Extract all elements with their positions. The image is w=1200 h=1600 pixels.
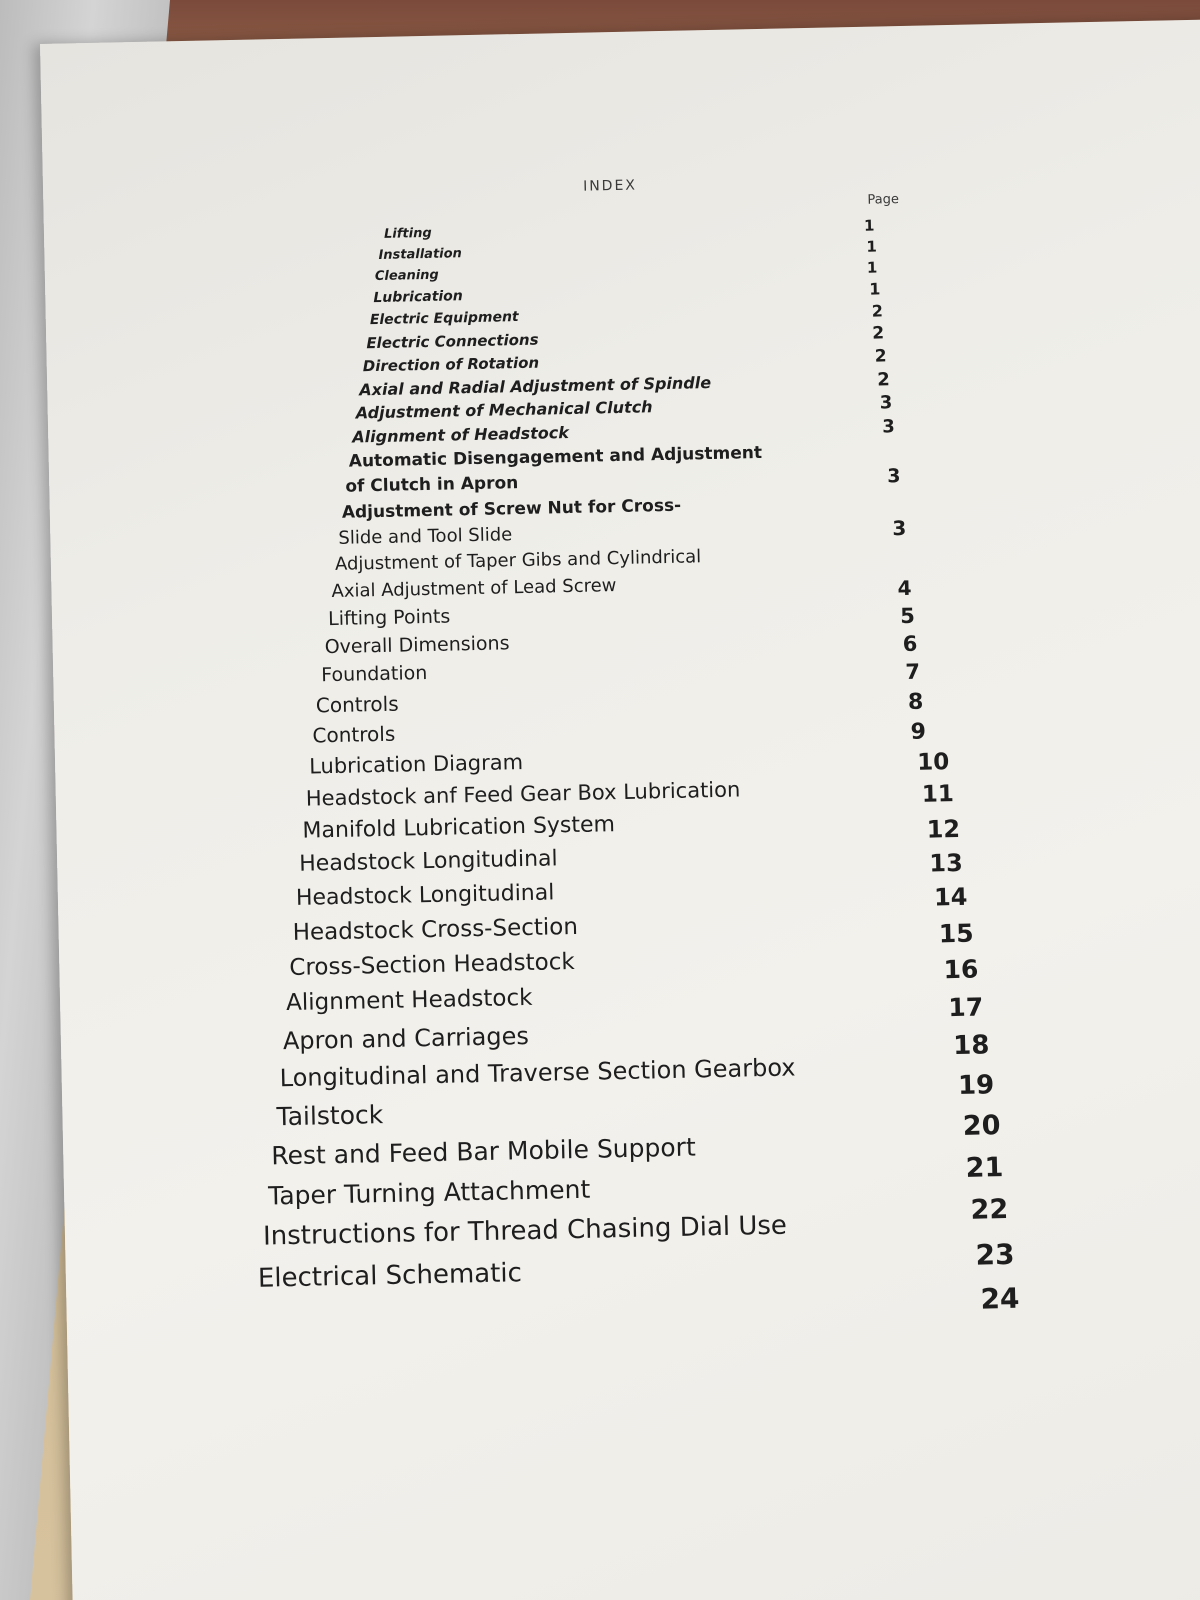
index-entry-label: Longitudinal and Traverse Section Gearbox: [279, 1053, 796, 1093]
index-entry-label: Alignment of Headstock: [352, 423, 570, 447]
page-column-heading: Page: [867, 192, 900, 208]
index-entry-label: Headstock Longitudinal: [298, 846, 558, 877]
index-entry-page: 23: [975, 1237, 1015, 1272]
index-entry-label: Axial and Radial Adjustment of Spindle: [359, 373, 712, 400]
index-entry-page: 3: [887, 465, 901, 488]
index-entry-label: of Clutch in Apron: [345, 473, 519, 497]
index-entry-label: Installation: [378, 246, 463, 263]
index-entry-label: Foundation: [321, 662, 428, 687]
index-entry-page: 3: [892, 515, 907, 541]
index-entry-label: Cross-Section Headstock: [289, 949, 575, 981]
index-entries: [40, 19, 1200, 1600]
index-entry-label: Adjustment of Screw Nut for Cross-: [341, 495, 682, 523]
index-entry-page: 6: [902, 631, 918, 657]
index-entry-label: Headstock Longitudinal: [295, 880, 555, 911]
index-entry-page: 3: [881, 416, 895, 438]
index-entry-label: Instructions for Thread Chasing Dial Use: [262, 1210, 788, 1252]
index-entry-label: Lifting: [383, 225, 432, 242]
index-entry-page: 2: [872, 323, 885, 344]
index-entry-page: 16: [943, 954, 979, 985]
index-entry-label: Taper Turning Attachment: [267, 1174, 591, 1211]
index-entry-label: Cleaning: [374, 267, 439, 285]
index-entry-page: 17: [948, 992, 984, 1023]
index-entry-page: 18: [952, 1030, 990, 1062]
index-entry-label: Apron and Carriages: [282, 1021, 530, 1056]
index-entry-page: 1: [863, 216, 875, 235]
index-entry-label: Lubrication Diagram: [308, 750, 524, 779]
index-entry-page: 1: [866, 258, 878, 277]
index-title: INDEX: [582, 177, 638, 195]
index-entry-label: Slide and Tool Slide: [338, 524, 513, 549]
index-entry-page: 24: [980, 1281, 1020, 1316]
index-entry-page: 5: [899, 603, 916, 629]
index-entry-label: Electric Connections: [366, 330, 539, 353]
index-entry-page: 21: [965, 1152, 1004, 1184]
index-entry-page: 1: [866, 237, 878, 256]
index-entry-label: Automatic Disengagement and Adjustment: [348, 442, 763, 472]
index-entry-page: 19: [957, 1070, 995, 1101]
index-entry-label: Alignment Headstock: [285, 984, 533, 1017]
index-entry-page: 22: [970, 1193, 1009, 1226]
index-entry-page: 11: [921, 781, 955, 808]
index-entry-page: 13: [929, 848, 964, 878]
index-entry-page: 8: [907, 689, 924, 715]
index-entry-page: 10: [916, 749, 950, 776]
index-entry-label: Controls: [312, 721, 396, 748]
index-entry-label: Overall Dimensions: [324, 632, 510, 659]
index-entry-label: Direction of Rotation: [362, 353, 540, 376]
index-entry-page: 7: [905, 659, 921, 685]
index-entry-page: 12: [926, 814, 961, 844]
index-entry-label: Rest and Feed Bar Mobile Support: [271, 1132, 697, 1171]
index-entry-page: 4: [897, 575, 912, 601]
index-entry-label: Lifting Points: [327, 605, 451, 631]
index-entry-label: Headstock Cross-Section: [292, 913, 579, 946]
document-page: [40, 18, 1200, 1600]
index-entry-page: 2: [874, 346, 887, 367]
index-entry-label: Manifold Lubrication System: [302, 812, 616, 844]
index-entry-page: 15: [938, 918, 974, 949]
index-entry-page: 9: [910, 719, 927, 745]
index-entry-page: 2: [871, 301, 884, 321]
index-entry-page: 1: [869, 279, 881, 299]
index-entry-label: Axial Adjustment of Lead Screw: [331, 575, 617, 603]
index-entry-label: Headstock anf Feed Gear Box Lubrication: [305, 777, 741, 811]
index-entry-label: Controls: [315, 691, 399, 718]
index-entry-label: Tailstock: [276, 1100, 384, 1132]
index-entry-label: Adjustment of Taper Gibs and Cylindrical: [334, 546, 702, 575]
index-entry-page: 20: [962, 1110, 1001, 1142]
index-entry-page: 2: [877, 369, 890, 391]
index-entry-label: Electric Equipment: [369, 309, 519, 329]
index-entry-page: 3: [879, 392, 893, 414]
index-entry-label: Electrical Schematic: [257, 1258, 523, 1294]
index-entry-page: 14: [933, 882, 968, 912]
index-entry-label: Adjustment of Mechanical Clutch: [355, 397, 653, 423]
index-entry-label: Lubrication: [373, 288, 463, 307]
